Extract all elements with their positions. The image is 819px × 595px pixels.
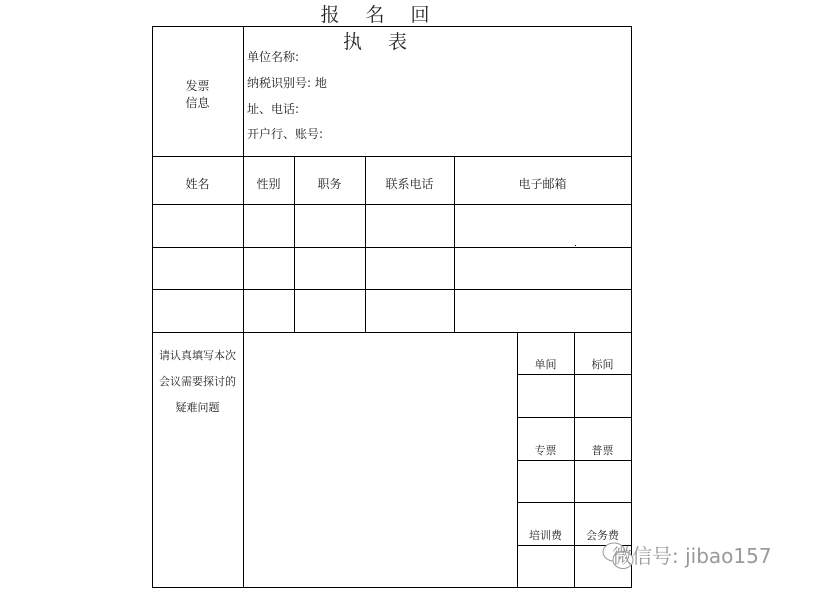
- table-row[interactable]: [153, 205, 631, 247]
- invoice-info-label: [152, 78, 243, 112]
- header-position: 职务: [317, 177, 342, 191]
- row-divider: [517, 417, 632, 418]
- prompt-line: 请认真填写本次: [159, 349, 236, 362]
- row-divider: [152, 156, 632, 157]
- field-company-name[interactable]: 单位名称:: [247, 50, 300, 64]
- header-name: 姓名: [185, 177, 210, 191]
- training-fee-input[interactable]: [518, 546, 574, 587]
- row-divider: [517, 502, 632, 503]
- option-conference-fee: 会务费: [586, 529, 619, 542]
- questions-answer-area[interactable]: [245, 334, 516, 586]
- header-phone: 联系电话: [385, 177, 434, 191]
- option-single-room: 单间: [534, 358, 557, 371]
- header-gender: 性别: [256, 177, 281, 191]
- option-training-fee: 培训费: [529, 529, 562, 542]
- option-regular-invoice: 普票: [591, 444, 614, 457]
- invoice-label-line: 发票: [185, 79, 210, 93]
- option-special-invoice: 专票: [534, 444, 557, 457]
- table-row[interactable]: [153, 248, 631, 289]
- table-border-top: [152, 26, 632, 27]
- prompt-line: 疑难问题: [175, 401, 220, 414]
- prompt-line: 会议需要探讨的: [159, 375, 236, 388]
- table-border-right: [631, 26, 632, 588]
- table-border-bottom: [152, 587, 632, 588]
- field-bank-account[interactable]: 开户行、账号:: [247, 127, 324, 141]
- standard-room-input[interactable]: [575, 375, 631, 417]
- special-invoice-input[interactable]: [518, 461, 574, 502]
- option-standard-room: 标间: [591, 358, 614, 371]
- questions-prompt: [152, 343, 243, 421]
- table-row[interactable]: [153, 290, 631, 332]
- stray-dot: [575, 245, 576, 246]
- invoice-label-line: 信息: [185, 96, 210, 110]
- field-address-phone[interactable]: 址、电话:: [247, 102, 300, 116]
- regular-invoice-input[interactable]: [575, 461, 631, 502]
- header-email: 电子邮箱: [518, 177, 567, 191]
- watermark-text: 微信号: jibao157: [612, 544, 772, 568]
- field-tax-id[interactable]: 纳税识别号: 地: [247, 76, 327, 90]
- page-title: 报 名 回 执 表: [320, 4, 440, 53]
- single-room-input[interactable]: [518, 375, 574, 417]
